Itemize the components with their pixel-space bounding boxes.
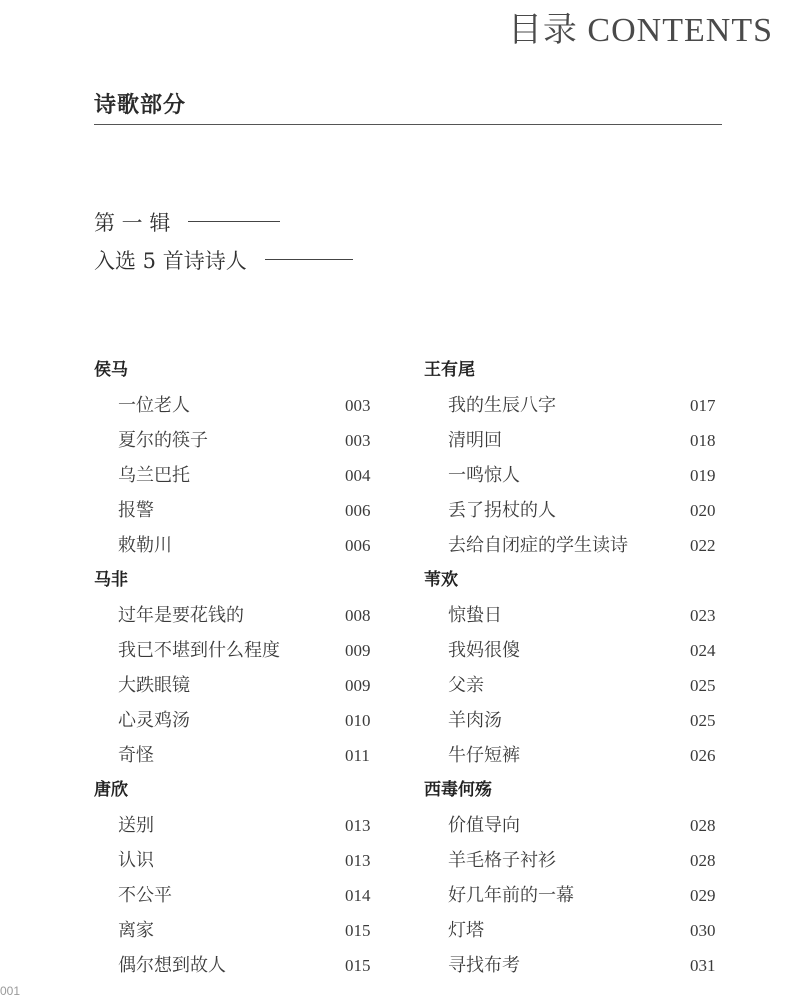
toc-entry[interactable] bbox=[94, 913, 394, 948]
poem-page-number: 029 bbox=[690, 886, 716, 905]
toc-entry[interactable] bbox=[94, 528, 394, 563]
toc-entry[interactable] bbox=[424, 878, 724, 913]
poem-title: 价值导向 bbox=[448, 815, 520, 836]
poem-title: 大跌眼镜 bbox=[118, 675, 190, 696]
poem-title: 偶尔想到故人 bbox=[118, 955, 226, 976]
poem-title: 父亲 bbox=[448, 675, 484, 696]
poem-page-number: 013 bbox=[345, 851, 371, 870]
toc-entry[interactable] bbox=[94, 843, 394, 878]
toc-entry[interactable] bbox=[94, 598, 394, 633]
group-subheading-text: 入选 5 首诗诗人 bbox=[94, 249, 247, 273]
poem-page-number: 028 bbox=[690, 816, 716, 835]
toc-entry[interactable] bbox=[424, 913, 724, 948]
toc-entry[interactable] bbox=[94, 948, 394, 983]
poet-name: 唐欣 bbox=[94, 780, 128, 800]
toc-entry[interactable] bbox=[94, 423, 394, 458]
poem-page-number: 013 bbox=[345, 816, 371, 835]
poem-page-number: 020 bbox=[690, 501, 716, 520]
group-heading-text: 第 一 辑 bbox=[94, 211, 171, 235]
poem-page-number: 019 bbox=[690, 466, 716, 485]
toc-entry[interactable] bbox=[424, 948, 724, 983]
poem-page-number: 009 bbox=[345, 676, 371, 695]
poem-title: 羊肉汤 bbox=[448, 710, 502, 731]
toc-entry[interactable] bbox=[94, 668, 394, 703]
toc-entry[interactable] bbox=[94, 878, 394, 913]
toc-entry[interactable] bbox=[424, 633, 724, 668]
poem-title: 好几年前的一幕 bbox=[448, 885, 574, 906]
page-number: 001 bbox=[0, 984, 21, 998]
poem-page-number: 028 bbox=[690, 851, 716, 870]
poem-title: 牛仔短裤 bbox=[448, 745, 520, 766]
poet-name: 马非 bbox=[94, 570, 128, 590]
poet-name: 苇欢 bbox=[424, 570, 458, 590]
poem-title: 送别 bbox=[118, 815, 154, 836]
poem-page-number: 015 bbox=[345, 956, 371, 975]
toc-entry[interactable] bbox=[424, 703, 724, 738]
poem-page-number: 006 bbox=[345, 536, 371, 555]
group-heading bbox=[94, 207, 280, 237]
toc-entry[interactable] bbox=[424, 808, 724, 843]
poem-page-number: 010 bbox=[345, 711, 371, 730]
poem-page-number: 006 bbox=[345, 501, 371, 520]
section-title-text: 诗歌部分 bbox=[94, 93, 187, 118]
poem-page-number: 011 bbox=[345, 746, 370, 765]
poet-name: 王有尾 bbox=[424, 360, 475, 380]
poem-page-number: 015 bbox=[345, 921, 371, 940]
poem-page-number: 025 bbox=[690, 711, 716, 730]
toc-entry[interactable] bbox=[424, 738, 724, 773]
poem-page-number: 017 bbox=[690, 396, 716, 415]
poet-name: 西毒何殇 bbox=[424, 780, 492, 800]
toc-column-left bbox=[94, 353, 394, 983]
group-subheading bbox=[94, 245, 353, 275]
toc-entry[interactable] bbox=[424, 668, 724, 703]
toc-entry[interactable] bbox=[94, 458, 394, 493]
toc-entry[interactable] bbox=[424, 493, 724, 528]
poem-title: 不公平 bbox=[118, 885, 172, 906]
poem-title: 惊蛰日 bbox=[448, 605, 502, 626]
poem-page-number: 008 bbox=[345, 606, 371, 625]
poem-title: 灯塔 bbox=[448, 920, 484, 941]
poem-page-number: 023 bbox=[690, 606, 716, 625]
poem-page-number: 003 bbox=[345, 396, 371, 415]
poem-page-number: 003 bbox=[345, 431, 371, 450]
toc-entry[interactable] bbox=[94, 808, 394, 843]
poem-title: 离家 bbox=[118, 920, 154, 941]
group-subheading-rule bbox=[265, 259, 353, 260]
poem-title: 我妈很傻 bbox=[448, 640, 520, 661]
section-title bbox=[94, 88, 722, 125]
poem-title: 报警 bbox=[118, 500, 154, 521]
poem-title: 一鸣惊人 bbox=[448, 465, 520, 486]
poem-page-number: 025 bbox=[690, 676, 716, 695]
poem-title: 寻找布考 bbox=[448, 955, 520, 976]
poem-page-number: 018 bbox=[690, 431, 716, 450]
poem-page-number: 024 bbox=[690, 641, 716, 660]
poem-title: 我的生辰八字 bbox=[448, 395, 556, 416]
poem-page-number: 026 bbox=[690, 746, 716, 765]
poem-page-number: 031 bbox=[690, 956, 716, 975]
poem-title: 夏尔的筷子 bbox=[118, 430, 208, 451]
poem-title: 清明回 bbox=[448, 430, 502, 451]
poem-title: 奇怪 bbox=[118, 745, 154, 766]
poem-title: 我已不堪到什么程度 bbox=[118, 640, 280, 661]
poem-title: 心灵鸡汤 bbox=[118, 710, 190, 731]
toc-entry[interactable] bbox=[424, 598, 724, 633]
poem-title: 认识 bbox=[118, 850, 154, 871]
poem-title: 敕勒川 bbox=[118, 535, 172, 556]
toc-entry[interactable] bbox=[94, 703, 394, 738]
poem-page-number: 022 bbox=[690, 536, 716, 555]
toc-entry[interactable] bbox=[424, 423, 724, 458]
poem-title: 羊毛格子衬衫 bbox=[448, 850, 556, 871]
toc-entry[interactable] bbox=[424, 843, 724, 878]
toc-entry[interactable] bbox=[94, 493, 394, 528]
poem-title: 过年是要花钱的 bbox=[118, 605, 244, 626]
toc-entry[interactable] bbox=[94, 633, 394, 668]
poem-title: 乌兰巴托 bbox=[118, 465, 190, 486]
poem-page-number: 030 bbox=[690, 921, 716, 940]
poem-page-number: 009 bbox=[345, 641, 371, 660]
poem-page-number: 014 bbox=[345, 886, 371, 905]
toc-column-right bbox=[424, 353, 724, 983]
toc-entry[interactable] bbox=[94, 388, 394, 423]
toc-entry[interactable] bbox=[424, 458, 724, 493]
toc-entry[interactable] bbox=[424, 528, 724, 563]
poem-title: 去给自闭症的学生读诗 bbox=[448, 535, 628, 556]
contents-header: 目录 CONTENTS bbox=[507, 12, 773, 49]
toc-entry[interactable] bbox=[424, 388, 724, 423]
toc-entry[interactable] bbox=[94, 738, 394, 773]
poem-title: 一位老人 bbox=[118, 395, 190, 416]
group-heading-rule bbox=[188, 221, 280, 222]
poet-name: 侯马 bbox=[94, 360, 128, 380]
poem-page-number: 004 bbox=[345, 466, 371, 485]
poem-title: 丢了拐杖的人 bbox=[448, 500, 556, 521]
